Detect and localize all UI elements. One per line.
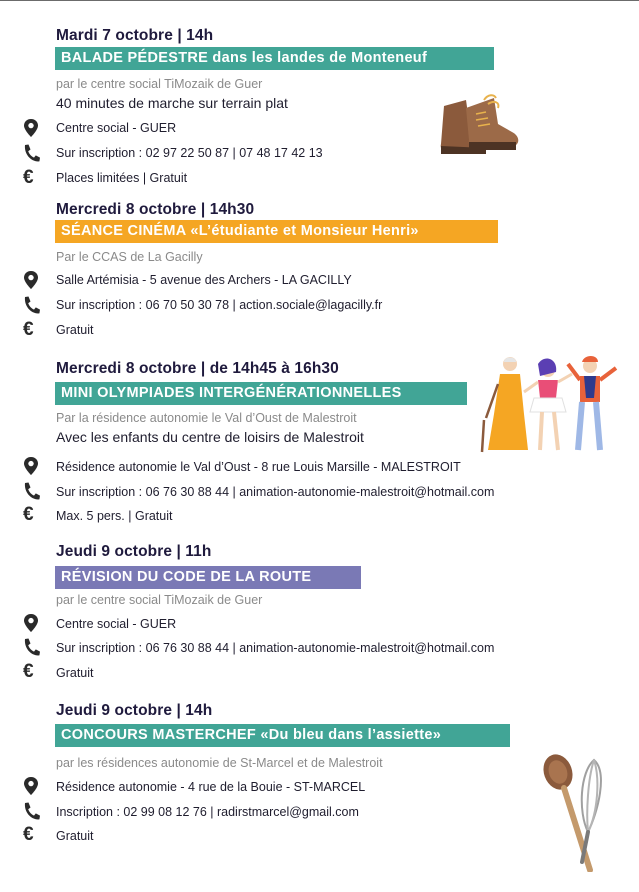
event-description: 40 minutes de marche sur terrain plat	[56, 95, 288, 111]
event-price: Gratuit	[56, 666, 94, 680]
event-contact: Sur inscription : 06 76 30 88 44 | animation-autonomie-malestroit@hotmail.com	[56, 641, 495, 655]
event-title-banner: SÉANCE CINÉMA «L’étudiante et Monsieur Henri»	[55, 220, 498, 243]
event-price: Places limitées | Gratuit	[56, 171, 188, 185]
event-contact: Inscription : 02 99 08 12 76 | radirstmarcel@gmail.com	[56, 805, 359, 819]
map-pin-icon	[22, 456, 40, 476]
event-price: Gratuit	[56, 323, 94, 337]
euro-icon: €	[23, 824, 34, 845]
event-description: Avec les enfants du centre de loisirs de Malestroit	[56, 429, 364, 445]
event-date: Mardi 7 octobre | 14h	[56, 27, 214, 44]
map-pin-icon	[22, 270, 40, 290]
phone-icon	[22, 143, 40, 163]
top-border	[0, 0, 639, 1]
euro-icon: €	[23, 167, 34, 188]
event-title-banner: MINI OLYMPIADES INTERGÉNÉRATIONNELLES	[55, 382, 467, 405]
euro-icon: €	[23, 661, 34, 682]
phone-icon	[22, 295, 40, 315]
event-organizer: par les résidences autonomie de St-Marcel et de Malestroit	[56, 756, 383, 770]
event-organizer: par le centre social TiMozaik de Guer	[56, 593, 263, 607]
map-pin-icon	[22, 613, 40, 633]
dancing-people-illustration	[476, 354, 624, 474]
event-price: Max. 5 pers. | Gratuit	[56, 509, 173, 523]
event-price: Gratuit	[56, 829, 94, 843]
spoon-whisk-illustration	[538, 752, 610, 872]
event-location: Résidence autonomie le Val d’Oust - 8 rue Louis Marsille - MALESTROIT	[56, 460, 461, 474]
map-pin-icon	[22, 118, 40, 138]
event-location: Centre social - GUER	[56, 617, 177, 631]
event-location: Centre social - GUER	[56, 121, 177, 135]
event-contact: Sur inscription : 02 97 22 50 87 | 07 48 17 42 13	[56, 146, 323, 160]
event-date: Mercredi 8 octobre | 14h30	[56, 201, 255, 218]
event-date: Jeudi 9 octobre | 14h	[56, 702, 213, 719]
event-date: Mercredi 8 octobre | de 14h45 à 16h30	[56, 360, 339, 377]
boots-illustration	[436, 94, 526, 164]
event-title-banner: RÉVISION DU CODE DE LA ROUTE	[55, 566, 361, 589]
euro-icon: €	[23, 504, 34, 525]
event-contact: Sur inscription : 06 76 30 88 44 | animation-autonomie-malestroit@hotmail.com	[56, 485, 495, 499]
map-pin-icon	[22, 776, 40, 796]
phone-icon	[22, 801, 40, 821]
event-organizer: Par la résidence autonomie le Val d’Oust de Malestroit	[56, 411, 357, 425]
event-title-banner: CONCOURS MASTERCHEF «Du bleu dans l’assiette»	[55, 724, 510, 747]
event-organizer: par le centre social TiMozaik de Guer	[56, 77, 263, 91]
phone-icon	[22, 637, 40, 657]
event-organizer: Par le CCAS de La Gacilly	[56, 250, 203, 264]
event-date: Jeudi 9 octobre | 11h	[56, 543, 212, 560]
event-location: Résidence autonomie - 4 rue de la Bouie - ST-MARCEL	[56, 780, 366, 794]
event-title-banner: BALADE PÉDESTRE dans les landes de Monteneuf	[55, 47, 494, 70]
event-location: Salle Artémisia - 5 avenue des Archers - LA GACILLY	[56, 273, 352, 287]
phone-icon	[22, 481, 40, 501]
euro-icon: €	[23, 319, 34, 340]
event-contact: Sur inscription : 06 70 50 30 78 | action.sociale@lagacilly.fr	[56, 298, 383, 312]
